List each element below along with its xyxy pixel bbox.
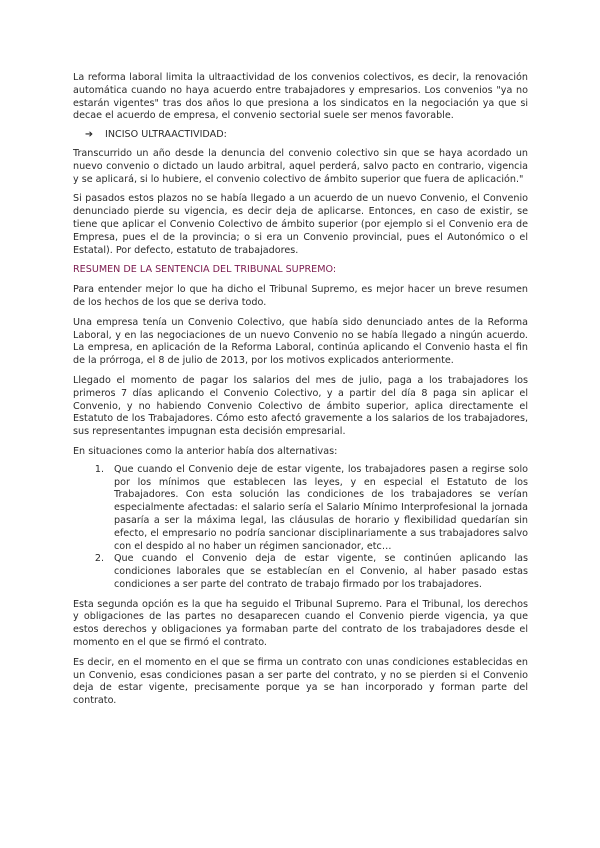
bullet-label: INCISO ULTRAACTIVIDAD:: [105, 129, 227, 141]
alternatives-list: [73, 464, 528, 592]
list-item-text: Que cuando el Convenio deja de estar vigente, se continúen aplicando las condiciones laborales que se establecían en el Convenio, al haber pasado estas condiciones a ser parte del contrato de trabajo firmado por los trabajadores.: [114, 553, 528, 590]
list-item-number: 1.: [94, 463, 104, 475]
paragraph-es-decir: Es decir, en el momento en el que se firma un contrato con unas condiciones establecidas en un Convenio, esas condiciones pasan a ser parte del contrato, y no se pierden si el Convenio deja de estar vigente, precisamente porque ya se han incorporado y forman parte del contrato.: [73, 656, 528, 707]
paragraph-alternativas: En situaciones como la anterior había dos alternativas:: [73, 445, 338, 457]
paragraph-plazos: Si pasados estos plazos no se había llegado a un acuerdo de un nuevo Convenio, el Convenio denunciado pierde su vigencia, es decir deja de aplicarse. Entonces, en caso de existir, se tiene que aplicar el Convenio Colectivo de ámbito superior (por ejemplo si el Convenio era de Empresa, pues el de la provincia; o si era un Convenio provincial, pues el Autonómico o el Estatal). Por defecto, estatuto de trabajadores.: [73, 193, 528, 256]
list-item-number: 2.: [94, 553, 104, 565]
list-item-text: Que cuando el Convenio deje de estar vigente, los trabajadores pasen a regirse solo por los mínimos que establecen las leyes, y en especial el Estatuto de los Trabajadores. Con esta solución las condiciones de los trabajadores se verían especialmente afectadas: el salario sería el Salario Mínimo Interprofesional la jornada pasaría a ser la máxima legal, las cláusulas de horario y flexibilidad quedarían sin efecto, el empresario no podría sancionar disciplinariamente a sus trabajadores salvo con el despido al no haber un régimen sancionador, etc…: [114, 463, 528, 552]
paragraph-reforma-laboral: La reforma laboral limita la ultraactividad de los convenios colectivos, es decir, la renovación automática cuando no haya acuerdo entre trabajadores y empresarios. Los convenios "ya no estarán vigentes" tras dos años lo que presiona a los sindicatos en la negociación ya que si decae el acuerdo de empresa, el convenio sectorial suele ser menos favorable.: [73, 72, 528, 122]
paragraph-segunda-opcion: Esta segunda opción es la que ha seguido el Tribunal Supremo. Para el Tribunal, los derechos y obligaciones de las partes no desaparecen cuando el Convenio pierde vigencia, ya que estos derechos y obligaciones ya formaban parte del contrato de los trabajadores desde el momento en el que se firmó el contrato.: [73, 598, 528, 649]
paragraph-empresa: Una empresa tenía un Convenio Colectivo, que había sido denunciado antes de la Reforma Laboral, y en las negociaciones de un nuevo Convenio no se había llegado a ningún acuerdo. La empresa, en aplicación de la Reforma Laboral, continúa aplicando el Convenio hasta el fin de la prórroga, el 8 de julio de 2013, por los motivos explicados anteriormente.: [73, 316, 528, 367]
paragraph-entender: Para entender mejor lo que ha dicho el Tribunal Supremo, es mejor hacer un breve resumen de los hechos de los que se deriva todo.: [73, 284, 528, 308]
paragraph-salarios: Llegado el momento de pagar los salarios del mes de julio, paga a los trabajadores los primeros 7 días aplicando el Convenio Colectivo, y a partir del día 8 paga sin aplicar el Convenio, y no habiendo Convenio Colectivo de ámbito superior, aplica directamente el Estatuto de los Trabajadores. Cómo esto afectó gravemente a los salarios de los trabajadores, sus representantes impugnan esta decisión empresarial.: [73, 374, 528, 438]
paragraph-transcurrido: Transcurrido un año desde la denuncia del convenio colectivo sin que se haya acordado un nuevo convenio o dictado un laudo arbitral, aquel perderá, salvo pacto en contrario, vigencia y se aplicará, si lo hubiere, el convenio colectivo de ámbito superior que fuera de aplicación.": [73, 147, 528, 185]
list-item: [73, 553, 528, 591]
arrow-icon: ➔: [85, 129, 94, 141]
bullet-inciso: [73, 129, 528, 142]
list-item: [73, 464, 528, 554]
section-heading: RESUMEN DE LA SENTENCIA DEL TRIBUNAL SUPREMO:: [73, 264, 337, 276]
